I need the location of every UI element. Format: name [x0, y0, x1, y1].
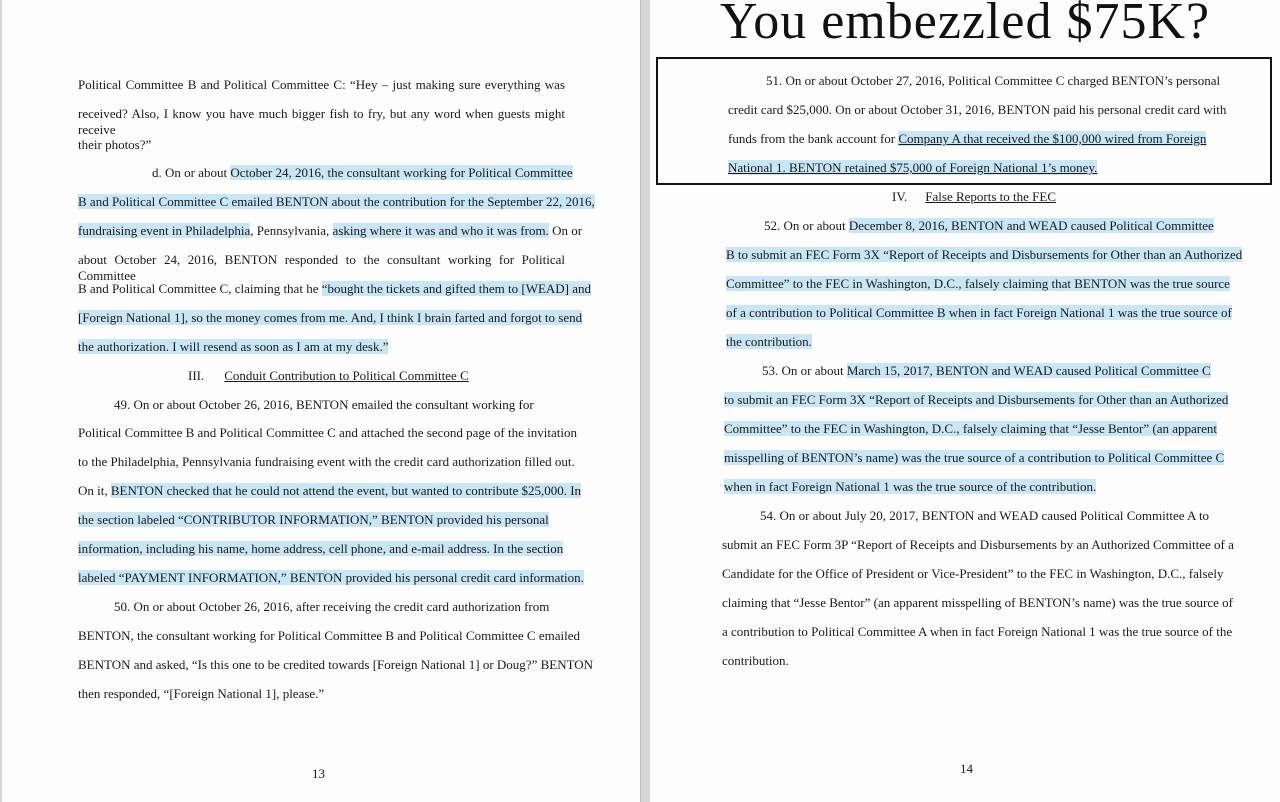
section-heading	[188, 368, 469, 384]
text-line	[78, 194, 595, 210]
text-line: 51. On or about October 27, 2016, Political Committee C charged BENTON’s personal	[766, 73, 1221, 88]
text-run: d. On or about	[152, 165, 231, 180]
highlighted-text: when in fact Foreign National 1 was the true source of the contribution.	[724, 479, 1097, 494]
text-line: submit an FEC Form 3P “Report of Receipts and Disbursements by an Authorized Committee of a	[722, 537, 1234, 552]
highlighted-text: to submit an FEC Form 3X “Report of Receipts and Disbursements for Other than an Authorized	[724, 392, 1229, 407]
text-line	[78, 512, 549, 528]
text-line: 54. On or about July 20, 2017, BENTON and WEAD caused Political Committee A to	[760, 508, 1210, 523]
text-line: Political Committee B and Political Committee C and attached the second page of the invitation	[78, 425, 577, 440]
text-run: On or	[548, 223, 583, 238]
text-run: On it,	[78, 483, 111, 498]
highlighted-text: the authorization. I will resend as soon as I am at my desk.”	[78, 339, 389, 354]
text-line: Candidate for the Office of President or Vice-President” to the FEC in Washington, D.C., falsely	[722, 566, 1224, 581]
text-line	[78, 541, 563, 557]
right-document-page	[650, 0, 1280, 802]
text-line: contribution.	[722, 653, 789, 668]
text-line: a contribution to Political Committee A when in fact Foreign National 1 was the true source of the	[722, 624, 1233, 639]
text-run: 53. On or about	[762, 363, 847, 378]
highlighted-text: BENTON checked that he could not attend the event, but wanted to contribute $25,000. In	[110, 483, 582, 498]
text-line: 49. On or about October 26, 2016, BENTON emailed the consultant working for	[114, 397, 534, 412]
headline-caption: You embezzled $75K?	[719, 0, 1211, 50]
text-run: 52. On or about	[764, 218, 849, 233]
highlighted-text: “bought the tickets and gifted them to [WEAD] and	[321, 281, 592, 296]
text-run: funds from the bank account for	[728, 131, 899, 146]
text-line	[78, 570, 584, 586]
section-heading	[892, 189, 1056, 205]
text-line: credit card $25,000. On or about October 31, 2016, BENTON paid his personal credit card with	[728, 102, 1227, 117]
text-line: their photos?”	[78, 137, 152, 152]
text-line: to the Philadelphia, Pennsylvania fundraising event with the credit card authorization filled out.	[78, 454, 575, 469]
highlighted-text: [Foreign National 1], so the money comes from me. And, I think I brain farted and forgot to send	[78, 310, 583, 325]
section-number: IV.	[892, 189, 908, 204]
text-line	[724, 392, 1228, 408]
text-line	[78, 483, 581, 499]
text-line: Political Committee B and Political Committee C: “Hey – just making sure everything was	[78, 77, 565, 92]
text-line: claiming that “Jesse Bentor” (an apparent misspelling of BENTON’s name) was the true source of	[722, 595, 1233, 610]
text-run: , Pennsylvania,	[250, 223, 333, 238]
text-line	[152, 165, 573, 181]
section-title: Conduit Contribution to Political Committee C	[224, 368, 469, 383]
highlighted-text: Committee” to the FEC in Washington, D.C., falsely claiming that “Jesse Bentor” (an apparent	[724, 421, 1217, 436]
text-run: B and Political Committee C, claiming that he	[78, 281, 322, 296]
text-line	[726, 247, 1242, 263]
section-title: False Reports to the FEC	[925, 189, 1057, 204]
text-line	[728, 131, 1206, 147]
text-line: then responded, “[Foreign National 1], please.”	[78, 686, 325, 701]
highlighted-text: October 24, 2016, the consultant working for Political Committee	[230, 165, 573, 180]
text-line	[728, 160, 1097, 176]
highlighted-text: of a contribution to Political Committee B when in fact Foreign National 1 was the true source of	[726, 305, 1232, 320]
text-line	[78, 339, 388, 355]
text-line: 50. On or about October 26, 2016, after receiving the credit card authorization from	[114, 599, 550, 614]
text-line	[724, 479, 1096, 495]
highlighted-text: December 8, 2016, BENTON and WEAD caused Political Committee	[848, 218, 1214, 233]
highlighted-text: March 15, 2017, BENTON and WEAD caused Political Committee C	[846, 363, 1211, 378]
left-document-page	[2, 0, 641, 802]
text-line	[78, 223, 582, 239]
highlighted-text: National 1. BENTON retained $75,000 of Foreign National 1’s money.	[728, 160, 1098, 175]
highlighted-text: the section labeled “CONTRIBUTOR INFORMATION,” BENTON provided his personal	[78, 512, 549, 527]
text-line	[726, 305, 1232, 321]
text-line	[726, 334, 812, 350]
section-number: III.	[188, 368, 205, 383]
text-line: BENTON, the consultant working for Political Committee B and Political Committee C emailed	[78, 628, 580, 643]
highlighted-text: information, including his name, home address, cell phone, and e-mail address. In the section	[78, 541, 564, 556]
highlighted-text: the contribution.	[726, 334, 812, 349]
text-line	[78, 310, 582, 326]
page-number: 14	[960, 761, 973, 776]
highlighted-text: B and Political Committee C emailed BENTON about the contribution for the September 22, 2016,	[78, 194, 595, 209]
page-number: 13	[312, 766, 325, 781]
highlighted-text: B to submit an FEC Form 3X “Report of Receipts and Disbursements for Other than an Authorized	[726, 247, 1243, 262]
highlighted-text: Committee” to the FEC in Washington, D.C., falsely claiming that BENTON was the true source	[726, 276, 1230, 291]
text-line	[764, 218, 1214, 234]
text-line	[724, 421, 1217, 437]
text-line	[724, 450, 1224, 466]
highlighted-text: Company A that received the $100,000 wired from Foreign	[898, 131, 1207, 146]
highlighted-text: fundraising event in Philadelphia	[78, 223, 251, 238]
text-line: about October 24, 2016, BENTON responded to the consultant working for Political Committee	[78, 252, 565, 283]
text-line	[762, 363, 1211, 379]
text-line: BENTON and asked, “Is this one to be credited towards [Foreign National 1] or Doug?” BENTON	[78, 657, 594, 672]
highlighted-text: asking where it was and who it was from.	[332, 223, 549, 238]
text-line	[726, 276, 1230, 292]
text-line	[78, 281, 591, 297]
highlighted-text: misspelling of BENTON’s name) was the true source of a contribution to Political Committee C	[724, 450, 1225, 465]
text-line: received? Also, I know you have much bigger fish to fry, but any word when guests might receive	[78, 106, 565, 137]
highlighted-text: labeled “PAYMENT INFORMATION,” BENTON provided his personal credit card information.	[78, 570, 584, 585]
